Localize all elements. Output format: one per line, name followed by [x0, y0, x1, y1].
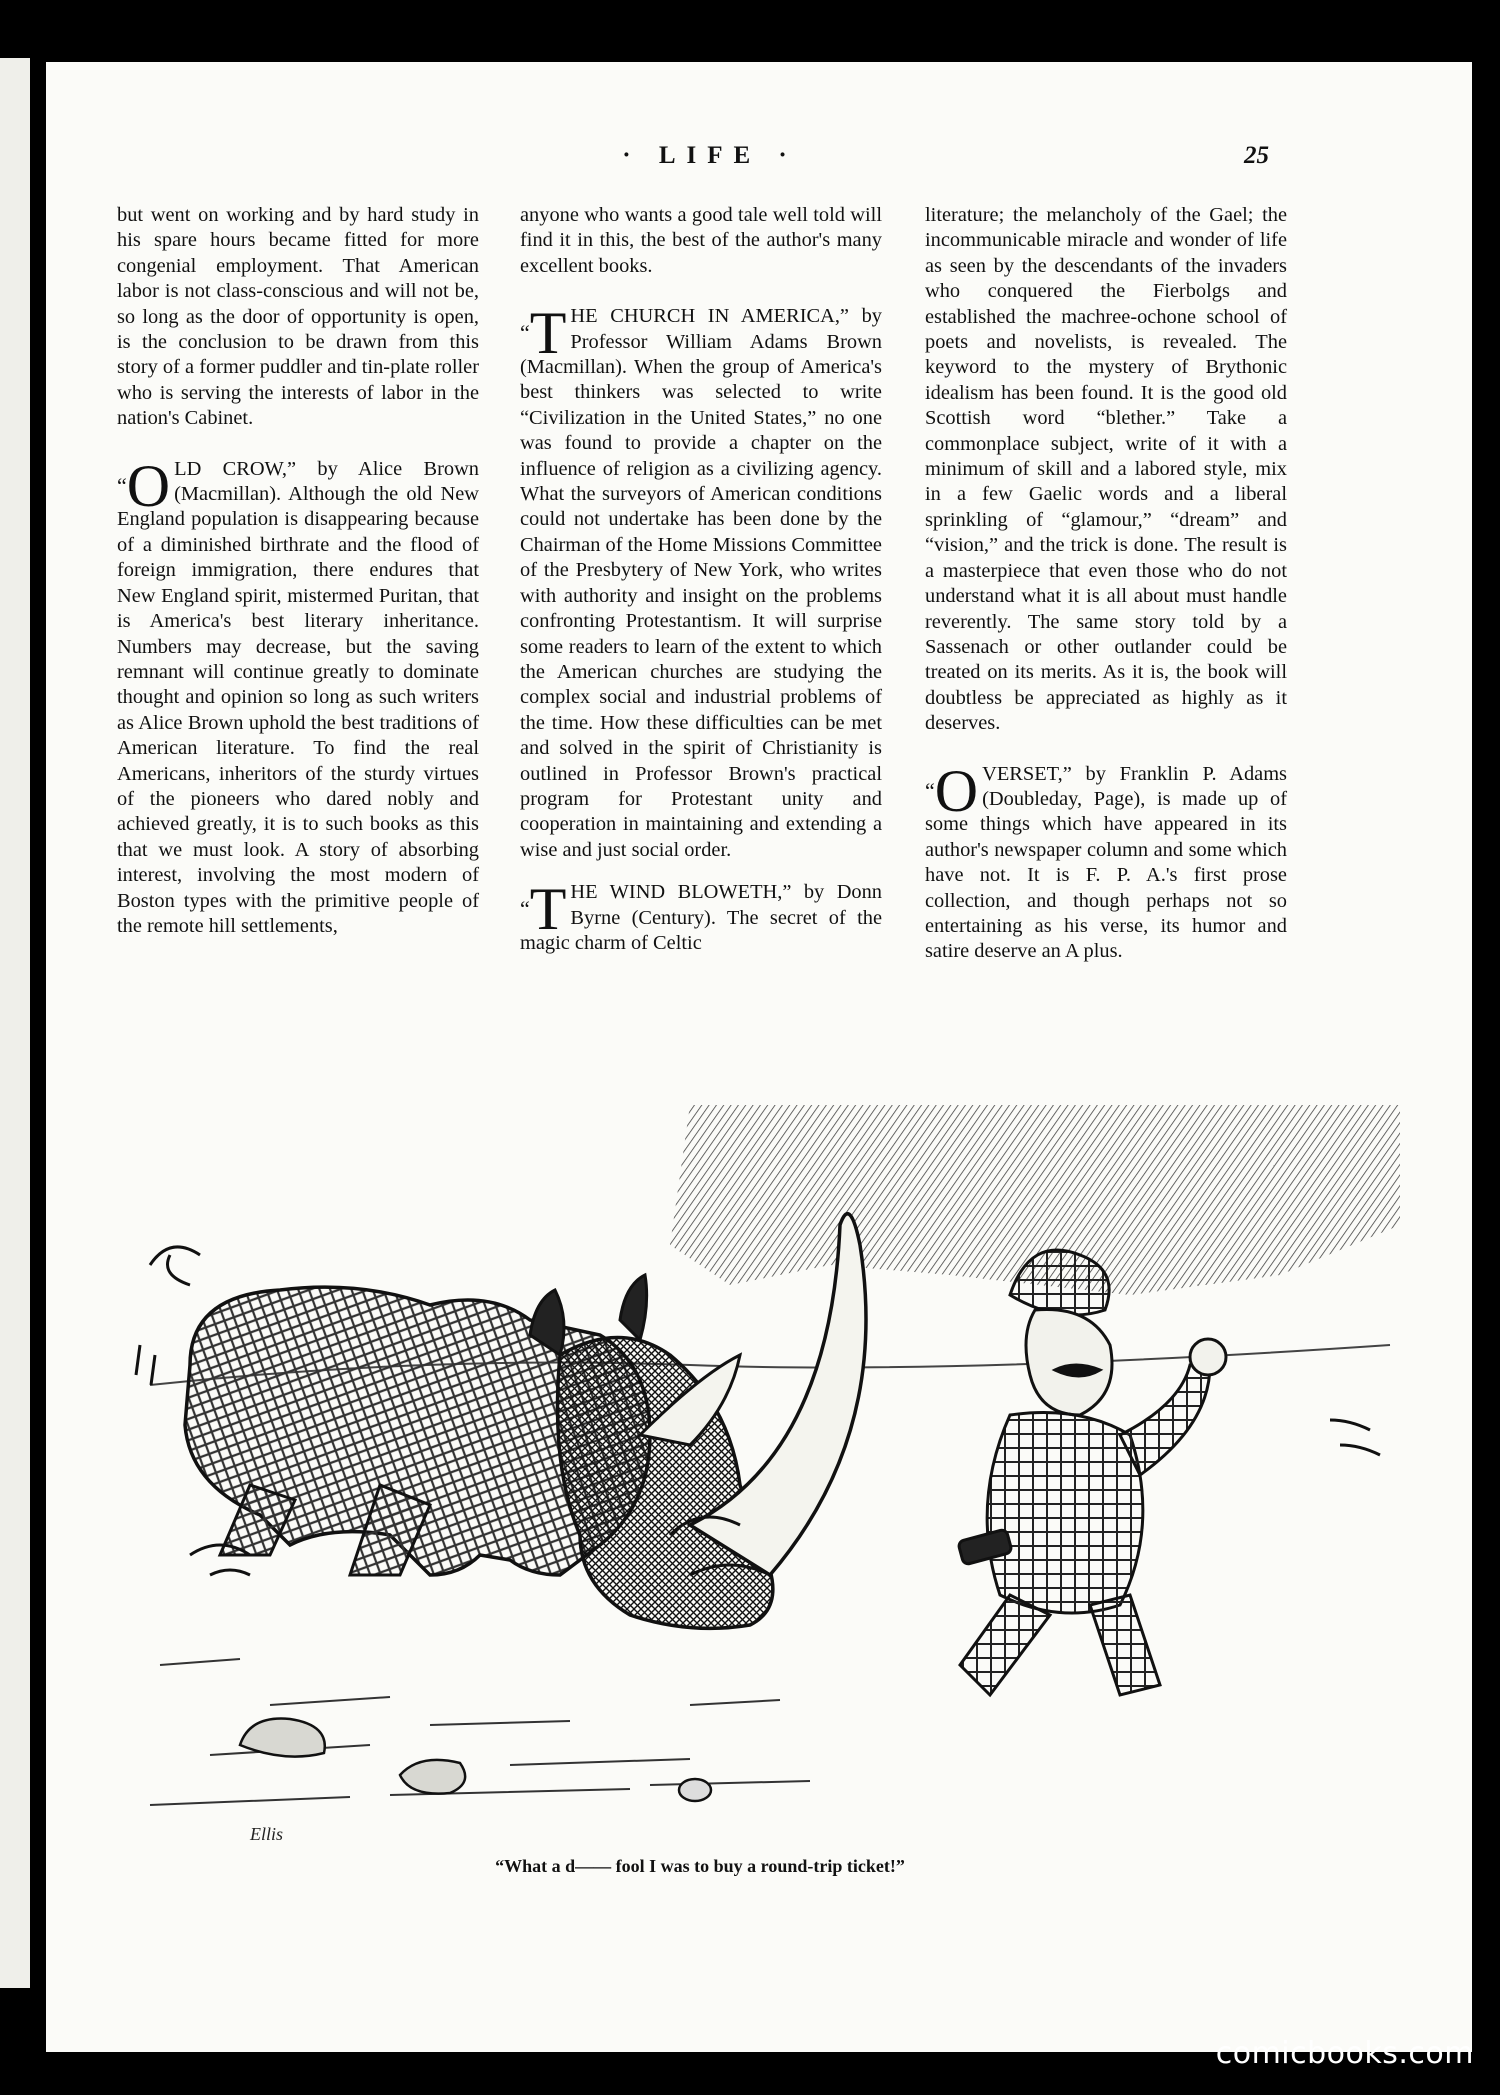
paragraph: anyone who wants a good tale well told will find it in this, the best of the author's many excellent books.	[520, 204, 882, 277]
column-2	[520, 203, 882, 956]
drop-cap: “O	[925, 757, 979, 824]
artist-signature: Ellis	[250, 1824, 284, 1844]
rhinoceros-cartoon	[130, 1105, 1400, 1845]
review-wind-bloweth: “T HE WIND BLOWETH,” by Donn Byrne (Century). The secret of the magic charm of Celtic	[520, 876, 882, 954]
paragraph: but went on working and by hard study in his spare hours became fitted for more congenial employment. That American labor is not class-conscious and will not be, so long as the door of opportunity is open, is the conclusion to be drawn from this story of a former puddler and tin-plate roller who is serving the interests of labor in the nation's Cabinet.	[117, 204, 479, 430]
previous-page-edge	[0, 58, 30, 1988]
running-head: · LIFE ·	[622, 142, 798, 169]
rock	[400, 1760, 465, 1794]
drop-cap: “T	[520, 300, 567, 367]
rock	[679, 1779, 711, 1801]
drop-cap: “T	[520, 876, 567, 943]
paragraph: literature; the melancholy of the Gael; the incommunicable miracle and wonder of life as seen by the descendants of the invaders who conquered the Fierbolgs and established the machree-ochone school of poets and novelists, is revealed. The keyword to the mystery of Brythonic idealism has been found. It is the good old Scottish word “blether.” Take a commonplace subject, write of it with a minimum of skill and a labored style, mix in a few Gaelic words and a liberal sprinkling of “glamour,” “dream” and “vision,” and the trick is done. The result is a masterpiece that even those who do not understand what it is all about must handle reverently. The same story told by a Sassenach or other outlander could be treated on its merits. As it is, the book will doubtless be appreciated as highly as it deserves.	[925, 204, 1287, 735]
review-overset: “O VERSET,” by Franklin P. Adams (Doubleday, Page), is made up of some things which have appeared in its author's newspaper column and some which have not. It is F. P. A.'s first prose collection, and though perhaps not so entertaining as his verse, its humor and satire deserve an A plus.	[925, 757, 1287, 963]
hunter-arm	[1120, 1365, 1210, 1475]
hunter-fist	[1190, 1339, 1226, 1375]
hunter-face	[1026, 1309, 1112, 1415]
watermark: comicbooks.com	[1215, 2036, 1474, 2071]
rhino-head	[558, 1338, 773, 1629]
column-3	[925, 203, 1287, 965]
hunter-leg	[960, 1595, 1050, 1695]
review-church-in-america: “T HE CHURCH IN AMERICA,” by Professor William Adams Brown (Macmillan). When the group of America's best thinkers was selected to write “Civilization in the United States,” no one was found to provide a chapter on the influence of religion as a civilizing agency. What the surveyors of American conditions could not undertake has been done by the Chairman of the Home Missions Committee of the Presbytery of New York, who writes with authority and insight on the problems confronting Protestantism. It will surprise some readers to learn of the extent to which the American churches are studying the complex social and industrial problems of the time. How these difficulties can be met and solved in the spirit of Christianity is outlined in Professor Brown's practical program for Protestant unity and cooperation in maintaining and extending a wise and just social order.	[520, 300, 882, 861]
hunter-leg	[1090, 1595, 1160, 1695]
column-1	[117, 203, 479, 939]
drop-cap: “O	[117, 452, 171, 519]
rock	[240, 1719, 325, 1757]
fleeing-hunter	[958, 1250, 1226, 1695]
page-number: 25	[1244, 142, 1269, 169]
hunter-body	[987, 1413, 1143, 1614]
rhino-ear	[620, 1275, 647, 1340]
hunter-moustache	[1055, 1365, 1100, 1376]
review-old-crow: “O LD CROW,” by Alice Brown (Macmillan). Although the old New England population is disappearing because of a diminished birthrate and the flood of foreign immigration, there endures that New England spirit, mistermed Puritan, that is America's best literary inheritance. Numbers may decrease, but the saving remnant will continue greatly to dominate thought and opinion so long as such writers as Alice Brown uphold the best traditions of American literature. To find the real Americans, inheritors of the sturdy virtues of the pioneers who dared nobly and achieved greatly, it is to such books as this that we must look. A story of absorbing interest, involving the most modern of Boston types with the primitive people of the remote hill settlements,	[117, 452, 479, 937]
cartoon-caption: “What a d—— fool I was to buy a round-trip ticket!”	[495, 1856, 905, 1876]
